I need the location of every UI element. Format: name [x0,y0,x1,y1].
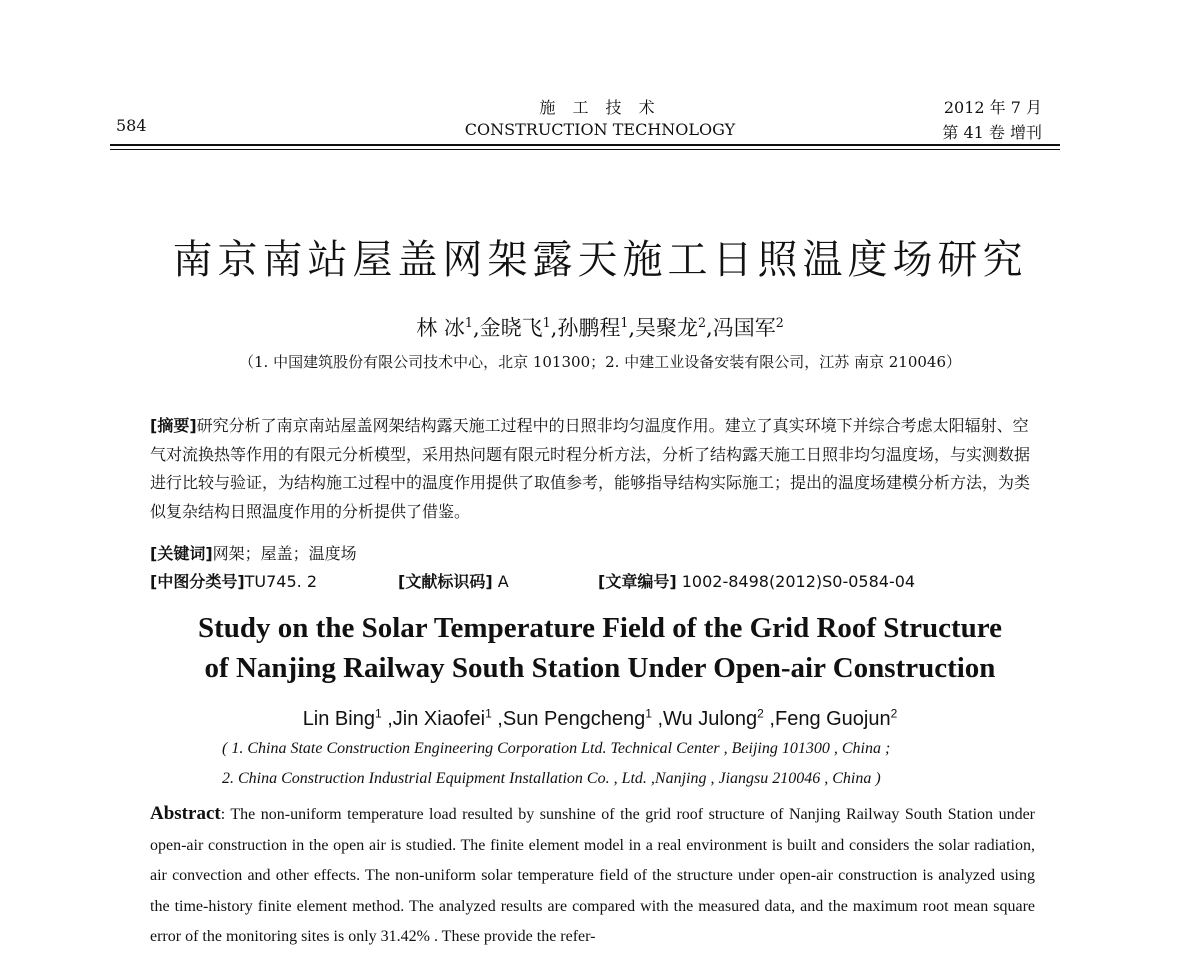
author-en: Feng Guojun$^2$ [774,706,898,730]
keywords-cn [150,541,357,564]
document-code: [文献标识码] A [398,572,509,591]
affiliation-en-2: 2. China Construction Industrial Equipment Installation Co. , Ltd. ,Nanjing , Jiangsu 210046 , China ) [222,770,881,787]
title-en-line-2: of Nanjing Railway South Station Under Open-air Construction [204,652,996,684]
abstract-text-en: : The non-uniform temperature load resulted by sunshine of the grid roof structure of Nanjing Railway South Station under open-air construction in the open air is studied. The finite element model in a real environment is built and considers the solar radiation, air convection and other effects. The non-uniform solar temperature field of the structure under open-air construction is analyzed using the time-history finite element method. The analyzed results are compared with the measured data, and the maximum root mean square error of the monitoring sites is only 31.42% . These provide the refer- [150,806,1035,945]
abstract-en [150,799,1035,953]
abstract-text-cn: 研究分析了南京南站屋盖网架结构露天施工过程中的日照非均匀温度作用。建立了真实环境下并综合考虑太阳辐射、空气对流换热等作用的有限元分析模型，采用热问题有限元时程分析方法，分析了结构露天施工日照非均匀温度场，与实测数据进行比较与验证，为结构施工过程中的温度作用提供了取值参考，能够指导结构实际施工；提出的温度场建模分析方法，为类似复杂结构日照温度作用的分析提供了借鉴。 [150,416,1031,521]
volume-info: 第 41 卷 增刊 [942,123,1042,142]
header-rule-thin [110,149,1060,150]
affiliations-cn: （1. 中国建筑股份有限公司技术中心，北京 101300；2. 中建工业设备安装有限公司，江苏 南京 210046） [239,353,961,371]
journal-title-en: CONSTRUCTION TECHNOLOGY [464,120,736,139]
authors-en [0,706,1200,731]
author-en: Sun Pengcheng$^1$ , [502,706,664,730]
abstract-label-cn: [摘要] [150,416,197,435]
issue-date: 2012 年 7 月 [943,98,1042,117]
clc-number: [中图分类号]TU745. 2 [150,572,318,591]
title-en-line-1: Study on the Solar Temperature Field of the Grid Roof Structure [198,612,1002,644]
author-cn: 林 冰$^1$, [416,315,480,340]
author-en: Wu Julong$^2$ , [663,706,775,730]
author-cn: 吴聚龙$^2$, [635,315,713,340]
header-rule-thick [110,144,1060,146]
abstract-label-en: Abstract [150,803,221,824]
abstract-cn [150,412,1030,526]
author-cn: 冯国军$^2$ [712,315,784,340]
authors-cn [0,312,1200,342]
affiliation-en-1: ( 1. China State Construction Engineering Corporation Ltd. Technical Center , Beijing 101300 , China ; [222,740,891,757]
author-cn: 金晓飞$^1$, [479,315,558,340]
keywords-label: [关键词] [150,544,213,563]
journal-title-cn: 施 工 技 术 [539,98,661,117]
author-en: Jin Xiaofei$^1$ , [392,706,503,730]
title-cn: 南京南站屋盖网架露天施工日照温度场研究 [172,237,1028,283]
keywords-text: 网架；屋盖；温度场 [212,544,357,563]
author-cn: 孙鹏程$^1$, [557,315,636,340]
author-en: Lin Bing$^1$ , [302,706,393,730]
article-number: [文章编号] 1002-8498(2012)S0-0584-04 [598,572,916,591]
page-number: 584 [116,116,147,135]
